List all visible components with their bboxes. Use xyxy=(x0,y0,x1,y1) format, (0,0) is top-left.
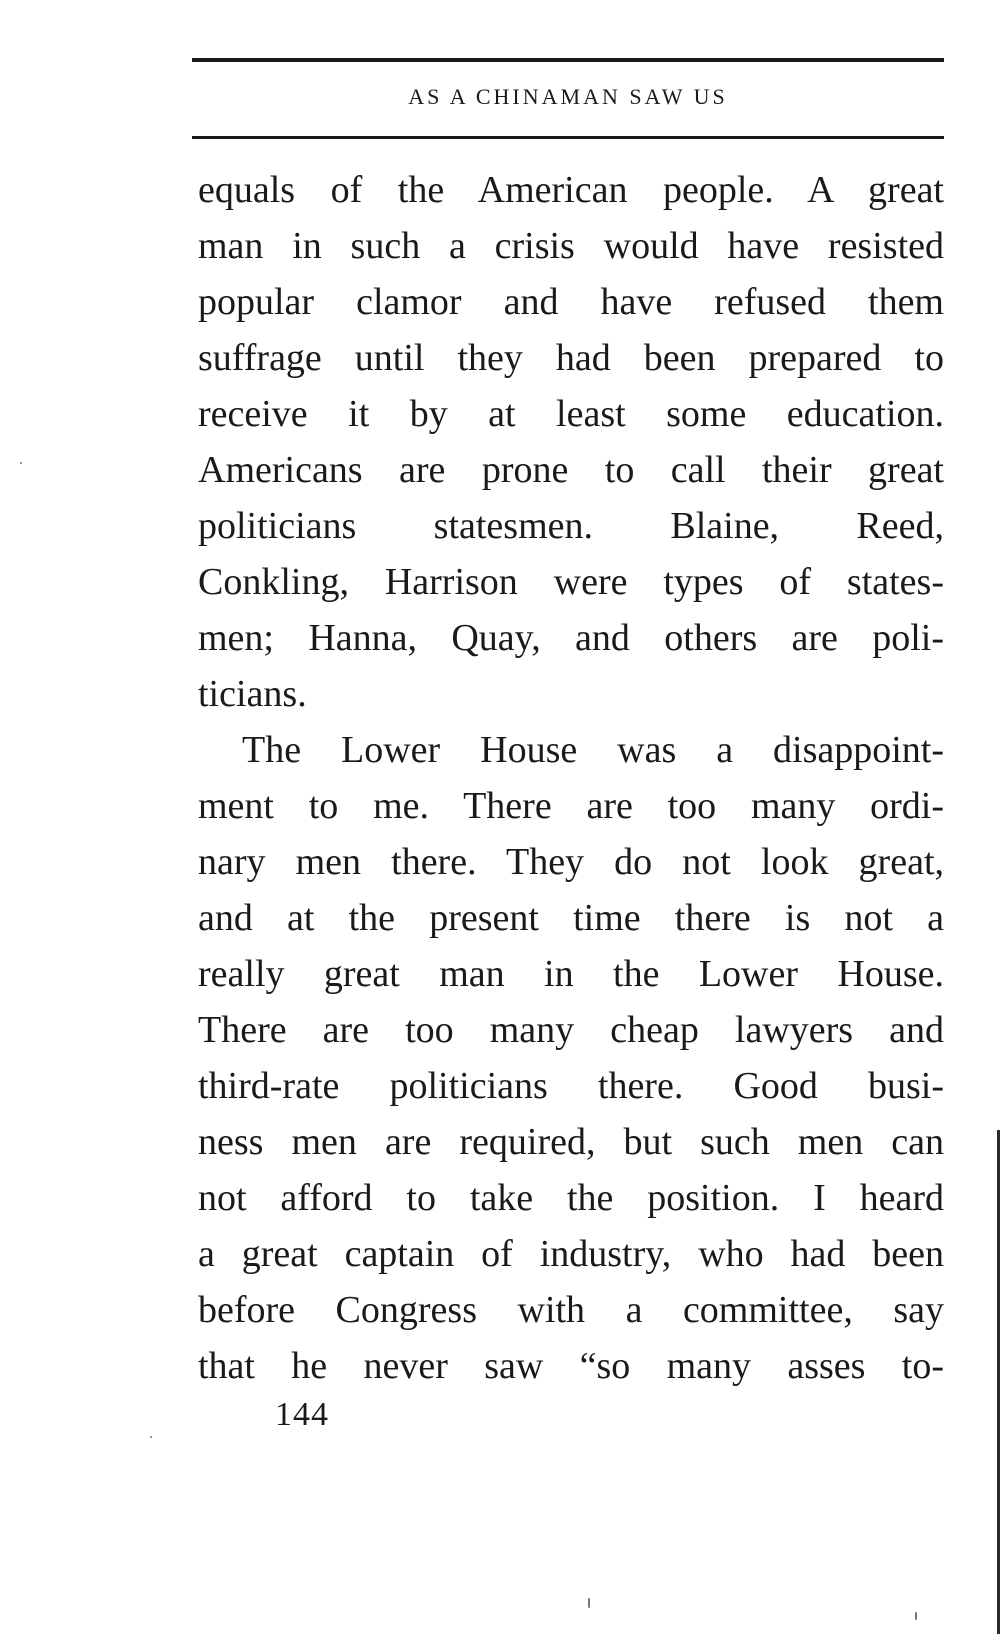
text-line: ness men are required, but such men can xyxy=(198,1121,944,1163)
paragraph-1 xyxy=(198,162,944,722)
paragraph-2 xyxy=(198,722,944,1394)
scan-speck xyxy=(150,1436,152,1438)
header-rule-top xyxy=(192,58,944,62)
text-line: Conkling, Harrison were types of states- xyxy=(198,561,944,603)
text-line: Americans are prone to call their great xyxy=(198,449,944,491)
running-head: AS A CHINAMAN SAW US xyxy=(408,84,728,109)
text-line: man in such a crisis would have resisted xyxy=(198,225,944,267)
text-line: equals of the American people. A great xyxy=(198,169,944,211)
text-line: not afford to take the position. I heard xyxy=(198,1177,944,1219)
text-line: really great man in the Lower House. xyxy=(198,953,944,995)
scan-speck xyxy=(20,462,22,464)
header-rule-bottom xyxy=(192,136,944,139)
text-line: and at the present time there is not a xyxy=(198,897,944,939)
scan-speck xyxy=(915,1612,917,1620)
body-text xyxy=(198,162,944,1394)
text-line: men; Hanna, Quay, and others are poli- xyxy=(198,617,944,659)
text-line: There are too many cheap lawyers and xyxy=(198,1009,944,1051)
text-line: suffrage until they had been prepared to xyxy=(198,337,944,379)
text-line: third-rate politicians there. Good busi- xyxy=(198,1065,944,1107)
text-line: The Lower House was a disappoint- xyxy=(242,729,944,771)
text-line: ticians. xyxy=(198,673,307,715)
text-line: nary men there. They do not look great, xyxy=(198,841,944,883)
page-number: 144 xyxy=(275,1396,329,1433)
text-line: receive it by at least some education. xyxy=(198,393,944,435)
text-line: politicians statesmen. Blaine, Reed, xyxy=(198,505,944,547)
text-line: that he never saw “so many asses to- xyxy=(198,1345,944,1387)
text-line: before Congress with a committee, say xyxy=(198,1289,944,1331)
text-line: popular clamor and have refused them xyxy=(198,281,944,323)
text-line: a great captain of industry, who had been xyxy=(198,1233,944,1275)
text-line: ment to me. There are too many ordi- xyxy=(198,785,944,827)
scan-speck xyxy=(588,1598,590,1608)
